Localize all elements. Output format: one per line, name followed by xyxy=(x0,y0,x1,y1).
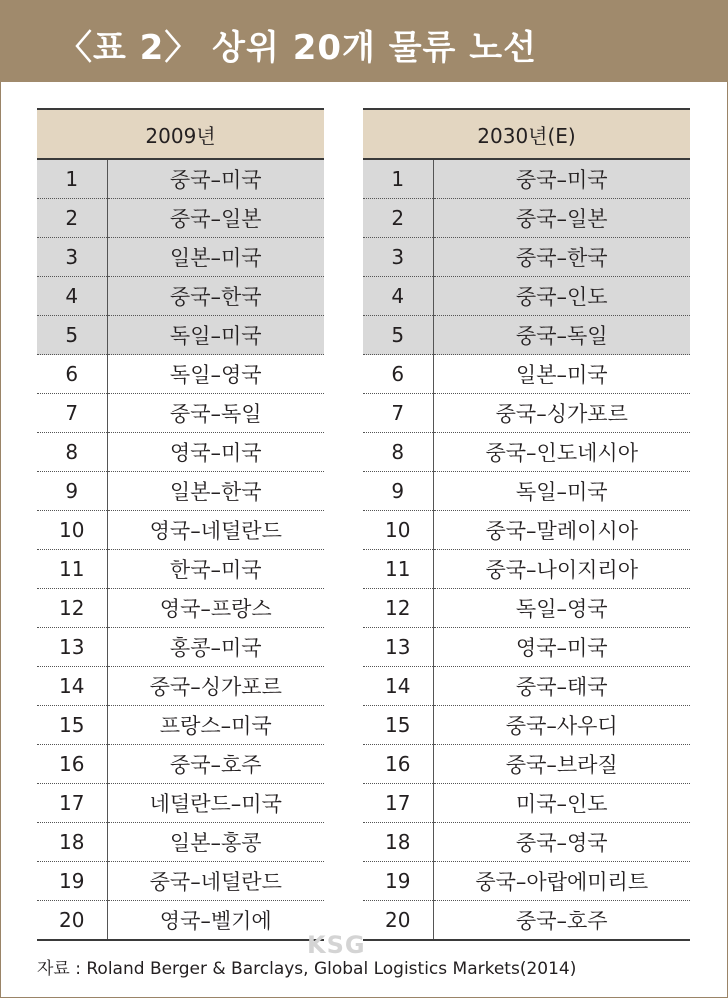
rank-cell: 1 xyxy=(363,159,433,199)
table-row xyxy=(363,901,690,941)
route-cell: 영국–네덜란드 xyxy=(107,511,324,550)
rank-cell: 9 xyxy=(37,472,107,511)
rank-cell: 11 xyxy=(363,550,433,589)
route-cell: 중국–인도네시아 xyxy=(433,433,690,472)
rank-cell: 18 xyxy=(37,823,107,862)
route-cell: 독일–미국 xyxy=(107,316,324,355)
rank-cell: 8 xyxy=(363,433,433,472)
table-body-2030 xyxy=(363,159,690,940)
table-row xyxy=(363,745,690,784)
rank-cell: 16 xyxy=(363,745,433,784)
table-2009 xyxy=(37,108,324,941)
rank-cell: 4 xyxy=(363,277,433,316)
table-row xyxy=(37,355,324,394)
table-row xyxy=(363,316,690,355)
watermark-logo: KSG xyxy=(307,931,366,959)
route-cell: 중국–호주 xyxy=(433,901,690,941)
route-cell: 일본–홍콩 xyxy=(107,823,324,862)
route-cell: 중국–영국 xyxy=(433,823,690,862)
table-header-row xyxy=(37,109,324,159)
rank-cell: 5 xyxy=(37,316,107,355)
table-row xyxy=(363,277,690,316)
table-row xyxy=(37,277,324,316)
rank-cell: 14 xyxy=(37,667,107,706)
table-row xyxy=(37,706,324,745)
rank-cell: 12 xyxy=(37,589,107,628)
rank-cell: 15 xyxy=(363,706,433,745)
route-cell: 중국–아랍에미리트 xyxy=(433,862,690,901)
rank-cell: 20 xyxy=(363,901,433,941)
table-row xyxy=(37,784,324,823)
rank-cell: 15 xyxy=(37,706,107,745)
route-cell: 독일–영국 xyxy=(107,355,324,394)
page-title: 〈표 2〉 상위 20개 물류 노선 xyxy=(58,28,537,68)
table-row xyxy=(37,550,324,589)
route-cell: 독일–영국 xyxy=(433,589,690,628)
table-row xyxy=(37,238,324,277)
table-row xyxy=(37,823,324,862)
table-row xyxy=(37,511,324,550)
table-row xyxy=(37,199,324,238)
route-cell: 미국–인도 xyxy=(433,784,690,823)
route-cell: 중국–일본 xyxy=(107,199,324,238)
rank-cell: 2 xyxy=(363,199,433,238)
route-cell: 중국–독일 xyxy=(107,394,324,433)
table-row xyxy=(37,159,324,199)
table-2030 xyxy=(363,108,690,941)
route-cell: 중국–인도 xyxy=(433,277,690,316)
table-row xyxy=(363,628,690,667)
rank-cell: 7 xyxy=(363,394,433,433)
rank-cell: 6 xyxy=(37,355,107,394)
rank-cell: 13 xyxy=(363,628,433,667)
rank-cell: 17 xyxy=(363,784,433,823)
rank-cell: 10 xyxy=(363,511,433,550)
rank-cell: 5 xyxy=(363,316,433,355)
route-cell: 독일–미국 xyxy=(433,472,690,511)
table-row xyxy=(363,355,690,394)
rank-cell: 3 xyxy=(37,238,107,277)
rank-cell: 9 xyxy=(363,472,433,511)
route-cell: 프랑스–미국 xyxy=(107,706,324,745)
title-bar xyxy=(0,0,728,82)
rank-cell: 19 xyxy=(37,862,107,901)
table-row xyxy=(37,745,324,784)
table-row xyxy=(363,472,690,511)
rank-cell: 13 xyxy=(37,628,107,667)
rank-cell: 20 xyxy=(37,901,107,941)
table-row xyxy=(37,433,324,472)
table-row xyxy=(363,589,690,628)
table-row xyxy=(363,784,690,823)
rank-cell: 3 xyxy=(363,238,433,277)
rank-cell: 7 xyxy=(37,394,107,433)
route-cell: 영국–벨기에 xyxy=(107,901,324,941)
table-row xyxy=(363,823,690,862)
rank-cell: 4 xyxy=(37,277,107,316)
table-row xyxy=(363,667,690,706)
rank-cell: 18 xyxy=(363,823,433,862)
rank-cell: 6 xyxy=(363,355,433,394)
rank-cell: 16 xyxy=(37,745,107,784)
route-cell: 중국–싱가포르 xyxy=(107,667,324,706)
table-row xyxy=(363,159,690,199)
table-row xyxy=(363,511,690,550)
route-cell: 중국–일본 xyxy=(433,199,690,238)
table-body-2009 xyxy=(37,159,324,940)
table-row xyxy=(363,550,690,589)
table-row xyxy=(363,394,690,433)
table-row xyxy=(363,706,690,745)
table-row xyxy=(363,199,690,238)
route-cell: 중국–한국 xyxy=(107,277,324,316)
header-2009: 2009년 xyxy=(37,109,324,159)
table-row xyxy=(37,589,324,628)
table-row xyxy=(37,472,324,511)
rank-cell: 14 xyxy=(363,667,433,706)
rank-cell: 1 xyxy=(37,159,107,199)
route-cell: 중국–미국 xyxy=(107,159,324,199)
route-cell: 중국–사우디 xyxy=(433,706,690,745)
rank-cell: 17 xyxy=(37,784,107,823)
table-row xyxy=(37,628,324,667)
rank-cell: 19 xyxy=(363,862,433,901)
rank-cell: 10 xyxy=(37,511,107,550)
rank-cell: 2 xyxy=(37,199,107,238)
route-cell: 중국–독일 xyxy=(433,316,690,355)
route-cell: 중국–네덜란드 xyxy=(107,862,324,901)
rank-cell: 12 xyxy=(363,589,433,628)
route-cell: 네덜란드–미국 xyxy=(107,784,324,823)
route-cell: 중국–호주 xyxy=(107,745,324,784)
route-cell: 중국–말레이시아 xyxy=(433,511,690,550)
source-note: 자료 : Roland Berger & Barclays, Global Logistics Markets(2014) xyxy=(37,959,577,979)
table-row xyxy=(37,667,324,706)
route-cell: 중국–나이지리아 xyxy=(433,550,690,589)
route-cell: 중국–한국 xyxy=(433,238,690,277)
rank-cell: 11 xyxy=(37,550,107,589)
rank-cell: 8 xyxy=(37,433,107,472)
table-row xyxy=(363,238,690,277)
table-row xyxy=(37,394,324,433)
route-cell: 일본–미국 xyxy=(433,355,690,394)
route-cell: 일본–한국 xyxy=(107,472,324,511)
route-cell: 일본–미국 xyxy=(107,238,324,277)
table-row xyxy=(37,901,324,941)
route-cell: 중국–태국 xyxy=(433,667,690,706)
route-cell: 중국–브라질 xyxy=(433,745,690,784)
route-cell: 영국–미국 xyxy=(433,628,690,667)
route-cell: 영국–미국 xyxy=(107,433,324,472)
route-cell: 중국–미국 xyxy=(433,159,690,199)
header-2030: 2030년(E) xyxy=(363,109,690,159)
table-row xyxy=(37,862,324,901)
table-row xyxy=(363,862,690,901)
route-cell: 영국–프랑스 xyxy=(107,589,324,628)
route-cell: 홍콩–미국 xyxy=(107,628,324,667)
route-cell: 한국–미국 xyxy=(107,550,324,589)
table-row xyxy=(37,316,324,355)
table-row xyxy=(363,433,690,472)
route-cell: 중국–싱가포르 xyxy=(433,394,690,433)
table-header-row xyxy=(363,109,690,159)
